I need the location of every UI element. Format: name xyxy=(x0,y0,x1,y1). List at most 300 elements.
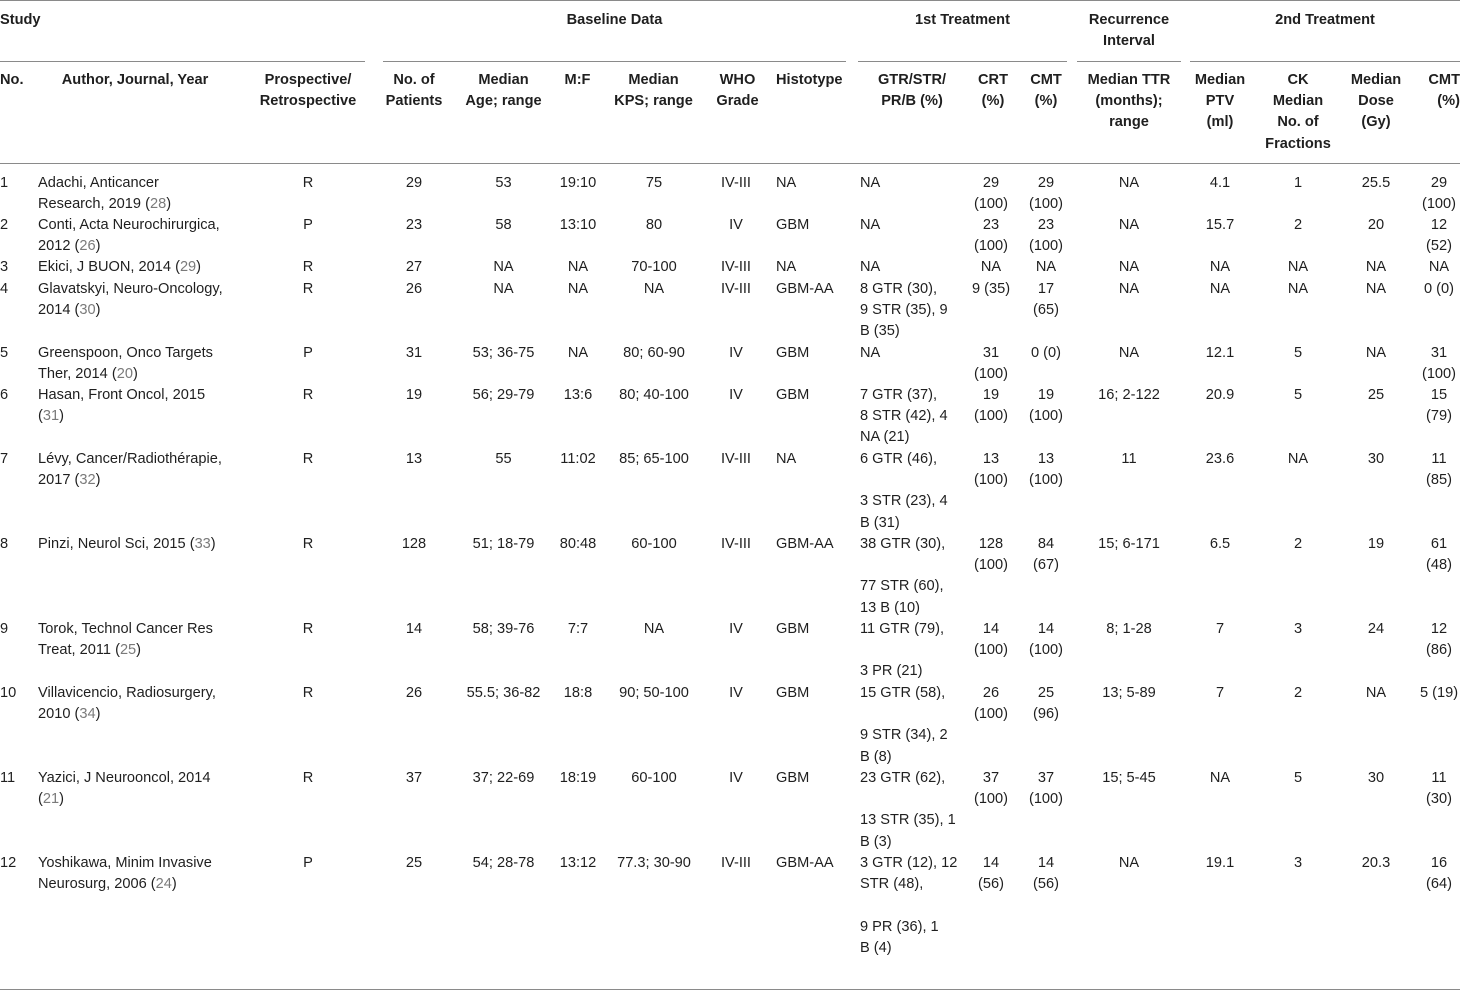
col-header-who: WHO xyxy=(719,72,756,88)
cell-cmt1: (65) xyxy=(1033,302,1059,319)
col-header-mf: M:F xyxy=(564,72,591,88)
cell-ptv: NA xyxy=(1209,281,1231,297)
cell-crt: (100) xyxy=(973,557,1009,574)
cell-crt: NA xyxy=(980,259,1002,275)
cell-patients: 37 xyxy=(405,770,423,786)
cell-author: (21) xyxy=(38,791,64,808)
cell-cmt1: 14 xyxy=(1037,855,1055,871)
cell-cmt2: 15 xyxy=(1430,387,1448,403)
cell-crt: 13 xyxy=(982,451,1000,467)
cell-resection: B (4) xyxy=(860,939,892,956)
cell-no: 2 xyxy=(0,217,9,233)
cell-resection: B (31) xyxy=(860,514,900,531)
cell-cmt1: 23 xyxy=(1037,217,1055,233)
cell-author: 2017 (32) xyxy=(38,472,101,489)
cell-ptv: 7 xyxy=(1215,685,1225,701)
cell-author: Hasan, Front Oncol, 2015 xyxy=(38,387,206,403)
cell-kps: NA xyxy=(643,621,665,637)
reference-number: 34 xyxy=(79,706,96,723)
cell-kps: NA xyxy=(643,281,665,297)
cell-design: R xyxy=(302,451,314,467)
cell-patients: 23 xyxy=(405,217,423,233)
cell-crt: (100) xyxy=(973,238,1009,255)
cell-author: Lévy, Cancer/Radiothérapie, xyxy=(38,451,222,467)
reference-number: 26 xyxy=(79,238,96,255)
col-header-ptv: (ml) xyxy=(1206,114,1234,131)
cell-age: 51; 18-79 xyxy=(472,536,535,552)
cell-cmt1: 84 xyxy=(1037,536,1055,552)
cell-kps: 80; 60-90 xyxy=(623,345,685,361)
cell-histo: GBM-AA xyxy=(776,281,834,297)
cell-design: R xyxy=(302,281,314,297)
cell-resection: 15 GTR (58), xyxy=(860,685,946,701)
col-header-ttr: range xyxy=(1109,114,1149,131)
col-header-cmt1: CMT xyxy=(1030,72,1062,88)
cell-resection: 9 STR (34), 2 xyxy=(860,727,948,744)
cell-resection: 23 GTR (62), xyxy=(860,770,946,786)
cell-author: Villavicencio, Radiosurgery, xyxy=(38,685,216,701)
cell-age: 53 xyxy=(495,175,512,191)
col-header-kps: KPS; range xyxy=(614,93,693,110)
cell-ptv: 19.1 xyxy=(1205,855,1235,871)
cell-patients: 31 xyxy=(405,345,423,361)
cell-design: R xyxy=(302,621,314,637)
cell-dose: NA xyxy=(1365,685,1387,701)
group-rule-study xyxy=(0,61,365,62)
cell-author: 2010 (34) xyxy=(38,706,101,723)
cell-resection: 8 GTR (30), xyxy=(860,281,938,297)
cell-author: Ekici, J BUON, 2014 (29) xyxy=(38,259,202,275)
cell-ttr: 8; 1-28 xyxy=(1106,621,1152,637)
cell-author: Greenspoon, Onco Targets xyxy=(38,345,213,361)
col-header-patients: Patients xyxy=(385,93,443,110)
cell-design: R xyxy=(302,259,314,275)
cell-ck: 3 xyxy=(1293,621,1303,637)
cell-resection: B (8) xyxy=(860,748,892,765)
cell-crt: (100) xyxy=(973,472,1009,489)
group-rule-baseline xyxy=(383,61,846,62)
group-header-recurrence: Interval xyxy=(1103,33,1155,50)
reference-number: 32 xyxy=(79,472,96,489)
cell-crt: 9 (35) xyxy=(971,281,1011,297)
cell-author: 2014 (30) xyxy=(38,302,101,319)
cell-ck: NA xyxy=(1287,451,1309,467)
cell-crt: (56) xyxy=(978,876,1004,893)
cell-resection: 38 GTR (30), xyxy=(860,536,946,552)
cell-kps: 60-100 xyxy=(631,536,677,552)
col-header-cmt1: (%) xyxy=(1034,93,1058,110)
cell-cmt2: (100) xyxy=(1421,196,1457,213)
cell-kps: 77.3; 30-90 xyxy=(617,855,691,871)
cell-histo: GBM-AA xyxy=(776,855,834,871)
cell-mf: 80:48 xyxy=(559,536,597,552)
cell-dose: NA xyxy=(1365,345,1387,361)
cell-age: 53; 36-75 xyxy=(472,345,535,361)
group-header-second-treatment: 2nd Treatment xyxy=(1275,12,1375,28)
cell-no: 8 xyxy=(0,536,9,552)
cell-crt: 29 xyxy=(982,175,1000,191)
col-header-dose: Dose xyxy=(1358,93,1394,110)
cell-design: R xyxy=(302,387,314,403)
cell-cmt2: (52) xyxy=(1426,238,1452,255)
cell-author: Torok, Technol Cancer Res xyxy=(38,621,213,637)
cell-patients: 128 xyxy=(401,536,427,552)
cell-kps: 70-100 xyxy=(631,259,677,275)
cell-kps: 60-100 xyxy=(631,770,677,786)
group-rule-recurrence xyxy=(1077,61,1181,62)
cell-resection: 7 GTR (37), xyxy=(860,387,938,403)
cell-dose: 20.3 xyxy=(1361,855,1391,871)
cell-ttr: NA xyxy=(1118,281,1140,297)
col-header-ptv: PTV xyxy=(1205,93,1235,110)
cell-age: 54; 28-78 xyxy=(472,855,535,871)
cell-mf: NA xyxy=(567,345,589,361)
cell-design: R xyxy=(302,536,314,552)
cell-resection: NA xyxy=(860,259,881,275)
cell-resection: 3 STR (23), 4 xyxy=(860,493,948,510)
cell-who: IV-III xyxy=(720,855,751,871)
cell-crt: 14 xyxy=(982,621,1000,637)
cell-patients: 13 xyxy=(405,451,423,467)
cell-ttr: NA xyxy=(1118,345,1140,361)
cell-ptv: 15.7 xyxy=(1205,217,1235,233)
cell-crt: 37 xyxy=(982,770,1000,786)
cell-age: NA xyxy=(493,259,514,275)
col-header-crt: (%) xyxy=(981,93,1005,110)
cell-cmt1: 14 xyxy=(1037,621,1055,637)
cell-dose: 30 xyxy=(1367,770,1385,786)
cell-cmt1: 25 xyxy=(1037,685,1055,701)
cell-age: 55 xyxy=(495,451,512,467)
cell-crt: (100) xyxy=(973,408,1009,425)
top-rule xyxy=(0,0,1460,1)
cell-who: IV-III xyxy=(720,451,751,467)
cell-author: Neurosurg, 2006 (24) xyxy=(38,876,177,893)
cell-no: 4 xyxy=(0,281,9,297)
cell-resection: 9 STR (35), 9 xyxy=(860,302,948,319)
cell-cmt1: NA xyxy=(1035,259,1057,275)
cell-cmt2: NA xyxy=(1428,259,1450,275)
col-header-dose: Median xyxy=(1350,72,1402,88)
reference-number: 24 xyxy=(155,876,172,893)
cell-ck: 2 xyxy=(1293,536,1303,552)
cell-no: 10 xyxy=(0,685,17,701)
cell-dose: 25.5 xyxy=(1361,175,1391,191)
cell-resection: 13 B (10) xyxy=(860,599,921,616)
cell-dose: 19 xyxy=(1367,536,1385,552)
col-header-no: No. xyxy=(0,72,24,88)
cell-crt: 19 xyxy=(982,387,1000,403)
cell-kps: 90; 50-100 xyxy=(619,685,689,701)
group-rule-first-treatment xyxy=(858,61,1067,62)
col-header-crt: CRT xyxy=(978,72,1008,88)
cell-mf: 7:7 xyxy=(567,621,589,637)
cell-design: P xyxy=(303,855,313,871)
col-header-resect: GTR/STR/ xyxy=(877,72,947,88)
cell-who: IV-III xyxy=(720,281,751,297)
cell-patients: 26 xyxy=(405,281,423,297)
col-header-kps: Median xyxy=(628,72,679,88)
cell-ck: NA xyxy=(1287,281,1309,297)
group-header-study: Study xyxy=(0,12,41,28)
cell-crt: (100) xyxy=(973,366,1009,383)
cell-cmt2: 12 xyxy=(1430,217,1448,233)
cell-author: Treat, 2011 (25) xyxy=(38,642,142,659)
cell-resection: NA xyxy=(860,217,881,233)
col-header-ck: Fractions xyxy=(1265,135,1331,152)
cell-ttr: NA xyxy=(1118,217,1140,233)
cell-cmt2: (64) xyxy=(1426,876,1452,893)
cell-who: IV-III xyxy=(720,536,751,552)
cell-patients: 19 xyxy=(405,387,423,403)
cell-author: Pinzi, Neurol Sci, 2015 (33) xyxy=(38,536,216,552)
cell-cmt2: 29 xyxy=(1430,175,1448,191)
cell-who: IV xyxy=(729,685,743,701)
cell-patients: 27 xyxy=(405,259,423,275)
cell-ck: 2 xyxy=(1293,217,1303,233)
cell-ck: 5 xyxy=(1293,770,1303,786)
col-header-cmt2: (%) xyxy=(1437,93,1460,110)
cell-crt: (100) xyxy=(973,196,1009,213)
cell-crt: 31 xyxy=(982,345,1000,361)
cell-dose: NA xyxy=(1365,259,1387,275)
cell-crt: 14 xyxy=(982,855,1000,871)
cell-resection: 3 PR (21) xyxy=(860,663,923,680)
cell-histo: GBM xyxy=(776,770,810,786)
cell-no: 6 xyxy=(0,387,9,403)
cell-mf: 13:10 xyxy=(559,217,597,233)
cell-no: 11 xyxy=(0,770,16,786)
cell-who: IV xyxy=(729,217,743,233)
cell-crt: 128 xyxy=(978,536,1004,552)
cell-no: 12 xyxy=(0,855,17,871)
cell-ttr: 15; 6-171 xyxy=(1098,536,1160,552)
group-header-recurrence: Recurrence xyxy=(1088,12,1170,28)
cell-author: Yazici, J Neurooncol, 2014 xyxy=(38,770,211,786)
cell-cmt1: (100) xyxy=(1028,472,1064,489)
cell-resection: 11 GTR (79), xyxy=(860,621,945,637)
cell-cmt2: 12 xyxy=(1430,621,1448,637)
cell-cmt1: 13 xyxy=(1037,451,1055,467)
col-header-author: Author, Journal, Year xyxy=(61,72,209,88)
cell-resection: 6 GTR (46), xyxy=(860,451,938,467)
col-header-who: Grade xyxy=(716,93,759,110)
cell-no: 9 xyxy=(0,621,9,637)
cell-cmt1: (100) xyxy=(1028,196,1064,213)
cell-author: Adachi, Anticancer xyxy=(38,175,159,191)
col-header-histo: Histotype xyxy=(776,72,843,88)
col-header-design: Retrospective xyxy=(259,93,357,110)
cell-resection: STR (48), xyxy=(860,876,924,893)
cell-ck: 5 xyxy=(1293,345,1303,361)
cell-cmt2: (100) xyxy=(1421,366,1457,383)
cell-ptv: 6.5 xyxy=(1209,536,1231,552)
cell-author: Research, 2019 (28) xyxy=(38,196,172,213)
reference-number: 31 xyxy=(42,408,60,425)
cell-no: 3 xyxy=(0,259,9,275)
cell-resection: NA xyxy=(860,175,881,191)
cell-resection: B (35) xyxy=(860,323,900,340)
cell-ttr: NA xyxy=(1118,175,1140,191)
col-header-ck: CK xyxy=(1287,72,1309,88)
cell-patients: 14 xyxy=(405,621,423,637)
cell-resection: 3 GTR (12), 12 xyxy=(860,855,958,871)
cell-crt: (100) xyxy=(973,706,1009,723)
cell-cmt1: (100) xyxy=(1028,408,1064,425)
cell-mf: 13:6 xyxy=(563,387,593,403)
cell-resection: NA (21) xyxy=(860,429,910,446)
cell-who: IV xyxy=(729,621,743,637)
cell-cmt2: (79) xyxy=(1426,408,1452,425)
cell-no: 5 xyxy=(0,345,9,361)
cell-cmt1: (96) xyxy=(1033,706,1059,723)
col-header-ptv: Median xyxy=(1194,72,1246,88)
reference-number: 30 xyxy=(79,302,96,319)
cell-dose: 30 xyxy=(1367,451,1385,467)
cell-ptv: 23.6 xyxy=(1205,451,1235,467)
cell-histo: NA xyxy=(776,451,797,467)
cell-ttr: 11 xyxy=(1121,451,1137,467)
cell-patients: 25 xyxy=(405,855,423,871)
col-header-design: Prospective/ xyxy=(264,72,352,88)
cell-who: IV-III xyxy=(720,175,751,191)
cell-kps: 85; 65-100 xyxy=(619,451,689,467)
cell-cmt1: (100) xyxy=(1028,791,1064,808)
cell-cmt2: (85) xyxy=(1426,472,1452,489)
cell-age: 56; 29-79 xyxy=(472,387,535,403)
cell-cmt1: 37 xyxy=(1037,770,1055,786)
cell-kps: 75 xyxy=(645,175,663,191)
cell-cmt2: 5 (19) xyxy=(1419,685,1459,701)
cell-cmt1: (67) xyxy=(1033,557,1059,574)
cell-crt: 23 xyxy=(982,217,1000,233)
cell-mf: NA xyxy=(567,281,589,297)
cell-mf: NA xyxy=(567,259,589,275)
cell-histo: GBM xyxy=(776,387,810,403)
cell-cmt2: (30) xyxy=(1426,791,1452,808)
col-header-age: Median xyxy=(478,72,529,88)
cell-cmt2: 0 (0) xyxy=(1423,281,1454,297)
cell-cmt2: 11 xyxy=(1431,451,1447,467)
cell-ptv: NA xyxy=(1209,259,1231,275)
col-header-ck: No. of xyxy=(1277,114,1319,131)
cell-author: Glavatskyi, Neuro-Oncology, xyxy=(38,281,223,297)
reference-number: 21 xyxy=(42,791,60,808)
cell-ptv: 7 xyxy=(1215,621,1225,637)
cell-design: P xyxy=(303,217,313,233)
col-header-cmt2: CMT xyxy=(1428,72,1460,88)
col-header-dose: (Gy) xyxy=(1361,114,1391,131)
col-header-patients: No. of xyxy=(393,72,435,88)
reference-number: 20 xyxy=(116,366,133,383)
cell-ttr: 13; 5-89 xyxy=(1102,685,1156,701)
cell-mf: 13:12 xyxy=(559,855,597,871)
cell-mf: 11:02 xyxy=(560,451,596,467)
cell-design: R xyxy=(302,175,314,191)
cell-histo: GBM xyxy=(776,217,810,233)
cell-cmt1: 19 xyxy=(1037,387,1055,403)
cell-who: IV xyxy=(729,387,743,403)
cell-no: 7 xyxy=(0,451,9,467)
cell-design: R xyxy=(302,770,314,786)
cell-resection: 9 PR (36), 1 xyxy=(860,918,939,935)
cell-cmt2: (48) xyxy=(1426,557,1452,574)
cell-age: 58 xyxy=(495,217,512,233)
cell-crt: (100) xyxy=(973,791,1009,808)
cell-histo: NA xyxy=(776,259,797,275)
cell-cmt2: 31 xyxy=(1430,345,1448,361)
cell-age: 58; 39-76 xyxy=(472,621,535,637)
cell-kps: 80; 40-100 xyxy=(619,387,689,403)
cell-cmt1: 29 xyxy=(1037,175,1055,191)
cell-resection: NA xyxy=(860,345,881,361)
cell-author: Conti, Acta Neurochirurgica, xyxy=(38,217,220,233)
cell-patients: 29 xyxy=(405,175,423,191)
reference-number: 28 xyxy=(149,196,167,213)
cell-design: R xyxy=(302,685,314,701)
cell-ck: 2 xyxy=(1293,685,1303,701)
cell-dose: 25 xyxy=(1367,387,1385,403)
cell-cmt1: 0 (0) xyxy=(1030,345,1061,361)
cell-ck: 3 xyxy=(1293,855,1303,871)
cell-resection: 13 STR (35), 1 xyxy=(860,812,956,829)
cell-who: IV-III xyxy=(720,259,751,275)
cell-cmt1: (56) xyxy=(1033,876,1059,893)
cell-ck: 1 xyxy=(1293,175,1303,191)
cell-cmt1: (100) xyxy=(1028,642,1064,659)
cell-mf: 18:19 xyxy=(559,770,597,786)
cell-crt: (100) xyxy=(973,642,1009,659)
cell-cmt2: 61 xyxy=(1430,536,1448,552)
cell-crt: 26 xyxy=(982,685,1000,701)
cell-who: IV xyxy=(729,770,743,786)
group-rule-second-treatment xyxy=(1190,61,1460,62)
cell-patients: 26 xyxy=(405,685,423,701)
cell-dose: 20 xyxy=(1367,217,1385,233)
cell-dose: 24 xyxy=(1367,621,1385,637)
cell-age: 55.5; 36-82 xyxy=(466,685,541,701)
cell-cmt2: 16 xyxy=(1430,855,1448,871)
cell-ttr: 16; 2-122 xyxy=(1098,387,1160,403)
cell-cmt2: (86) xyxy=(1426,642,1452,659)
col-header-resect: PR/B (%) xyxy=(881,93,943,110)
reference-number: 33 xyxy=(194,536,211,552)
cell-cmt1: (100) xyxy=(1028,238,1064,255)
cell-cmt2: 11 xyxy=(1431,770,1447,786)
cell-ptv: 12.1 xyxy=(1205,345,1235,361)
cell-no: 1 xyxy=(0,175,9,191)
cell-author: 2012 (26) xyxy=(38,238,101,255)
cell-cmt1: 17 xyxy=(1037,281,1055,297)
cell-resection: 77 STR (60), xyxy=(860,578,944,595)
group-header-baseline: Baseline Data xyxy=(566,12,663,28)
group-header-first-treatment: 1st Treatment xyxy=(915,12,1010,28)
cell-ttr: NA xyxy=(1118,855,1140,871)
col-header-age: Age; range xyxy=(465,93,542,110)
col-header-ck: Median xyxy=(1272,93,1324,110)
cell-resection: 8 STR (42), 4 xyxy=(860,408,948,425)
cell-kps: 80 xyxy=(645,217,663,233)
cell-ck: 5 xyxy=(1293,387,1303,403)
cell-ck: NA xyxy=(1287,259,1309,275)
cell-author: Yoshikawa, Minim Invasive xyxy=(38,855,212,871)
cell-ptv: 20.9 xyxy=(1205,387,1235,403)
col-header-ttr: (months); xyxy=(1095,93,1163,110)
cell-histo: NA xyxy=(776,175,797,191)
cell-histo: GBM xyxy=(776,685,810,701)
cell-dose: NA xyxy=(1365,281,1387,297)
cell-mf: 19:10 xyxy=(559,175,597,191)
